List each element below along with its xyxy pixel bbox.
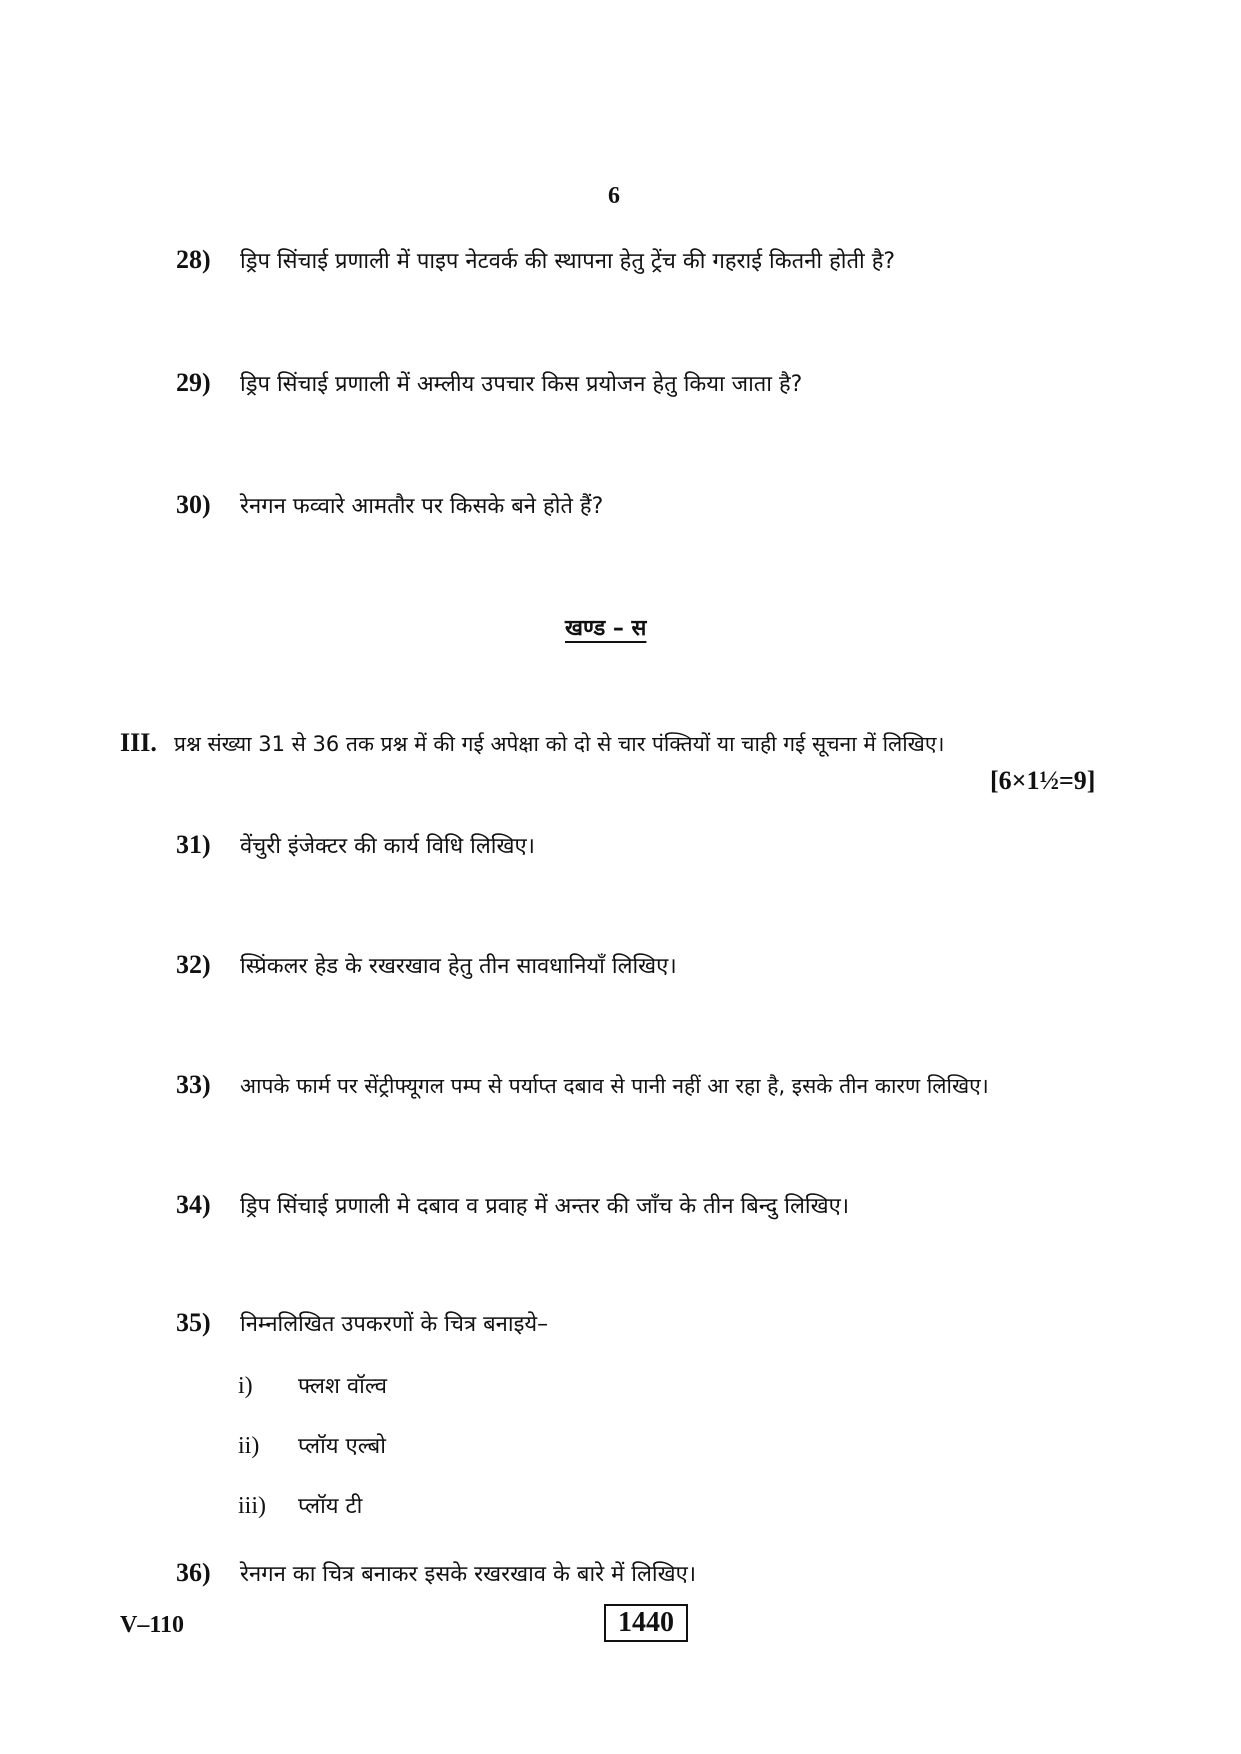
sub-item	[238, 1370, 387, 1400]
instruction-text: प्रश्न संख्या 31 से 36 तक प्रश्न में की गई अपेक्षा को दो से चार पंक्तियों या चाही गई सूचना में लिखिए।	[174, 732, 945, 756]
question-text: रेनगन फव्वारे आमतौर पर किसके बने होते हैं?	[240, 494, 604, 519]
sub-item-text: प्लॉय एल्बो	[298, 1434, 386, 1459]
sub-item-label: iii)	[238, 1493, 266, 1519]
sub-item-text: फ्लश वॉल्व	[298, 1374, 388, 1399]
sub-item-text: प्लॉय टी	[298, 1494, 363, 1519]
question-number: 30)	[176, 490, 211, 519]
instruction-marks: [6×1½=9]	[990, 766, 1096, 795]
paper-code: V–110	[120, 1612, 185, 1638]
question-number: 34)	[176, 1190, 211, 1219]
question-35	[176, 1308, 548, 1338]
sub-item-label: ii)	[238, 1433, 260, 1459]
question-33	[176, 1070, 989, 1100]
sub-item	[238, 1490, 362, 1520]
question-number: 28)	[176, 245, 211, 274]
question-29	[176, 368, 802, 398]
sub-item-label: i)	[238, 1373, 253, 1399]
question-32	[176, 950, 677, 980]
question-31	[176, 830, 535, 860]
question-text: ड्रिप सिंचाई प्रणाली मे दबाव व प्रवाह में अन्तर की जाँच के तीन बिन्दु लिखिए।	[240, 1194, 850, 1219]
question-number: 29)	[176, 368, 211, 397]
question-text: वेंचुरी इंजेक्टर की कार्य विधि लिखिए।	[240, 834, 535, 859]
question-28	[176, 245, 895, 275]
instruction	[120, 728, 944, 758]
sub-item	[238, 1430, 386, 1460]
question-number: 32)	[176, 950, 211, 979]
question-34	[176, 1190, 849, 1220]
question-number: 31)	[176, 830, 211, 859]
question-text: स्प्रिंकलर हेड के रखरखाव हेतु तीन सावधानियाँ लिखिए।	[240, 954, 677, 979]
question-number: 35)	[176, 1308, 211, 1337]
question-number: 33)	[176, 1070, 211, 1099]
question-text: रेनगन का चित्र बनाकर इसके रखरखाव के बारे में लिखिए।	[240, 1562, 697, 1587]
page-number: 6	[608, 183, 620, 209]
question-30	[176, 490, 603, 520]
section-heading: खण्ड – स	[565, 616, 647, 641]
question-text: ड्रिप सिंचाई प्रणाली में पाइप नेटवर्क की स्थापना हेतु ट्रेंच की गहराई कितनी होती है?	[240, 249, 896, 274]
instruction-roman: III.	[120, 728, 157, 757]
footer-box-number: 1440	[604, 1604, 688, 1642]
question-text: ड्रिप सिंचाई प्रणाली में अम्लीय उपचार किस प्रयोजन हेतु किया जाता है?	[240, 372, 803, 397]
question-36	[176, 1558, 696, 1588]
question-text: निम्नलिखित उपकरणों के चित्र बनाइये–	[240, 1312, 549, 1337]
question-text: आपके फार्म पर सेंट्रीफ्यूगल पम्प से पर्याप्त दबाव से पानी नहीं आ रहा है, इसके तीन कारण लिखिए।	[240, 1074, 989, 1098]
question-number: 36)	[176, 1558, 211, 1587]
